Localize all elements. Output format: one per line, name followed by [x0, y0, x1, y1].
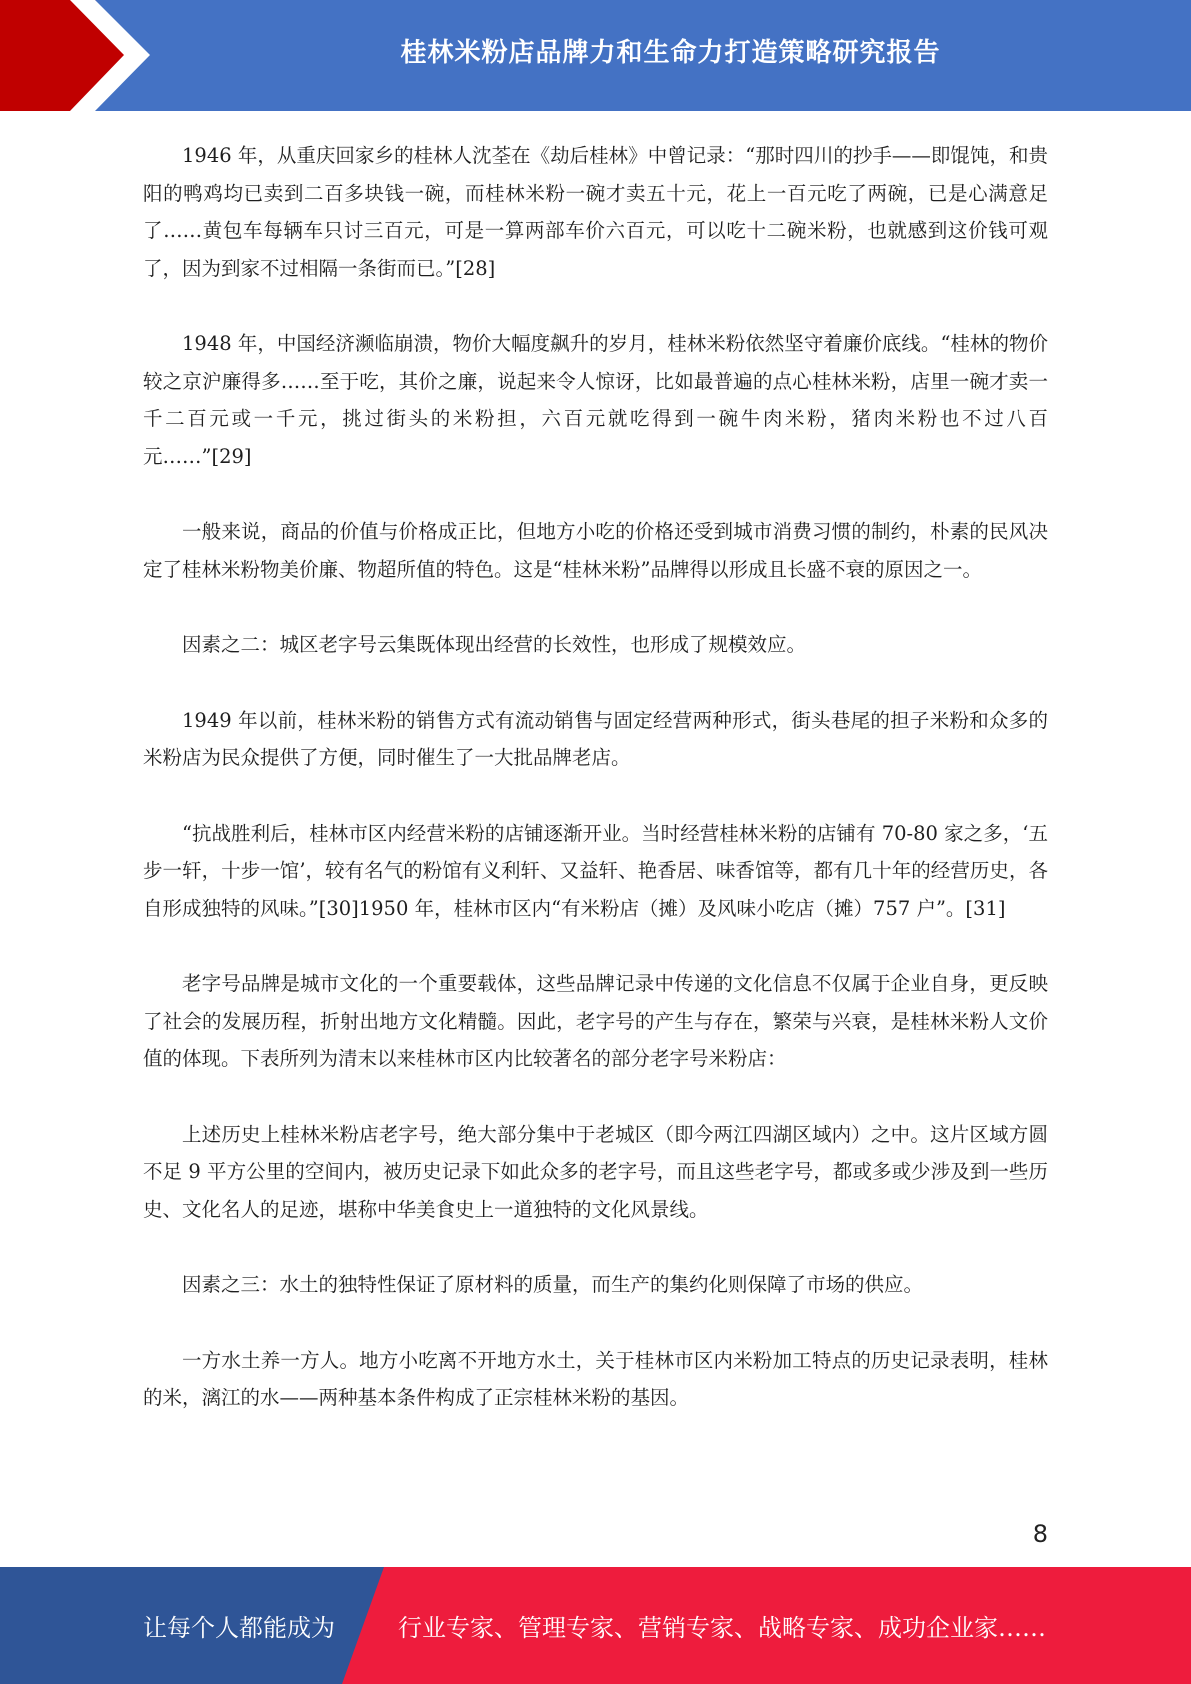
- paragraph: 因素之二：城区老字号云集既体现出经营的长效性，也形成了规模效应。: [182, 633, 807, 656]
- page-header: [0, 0, 1191, 111]
- paragraph: 因素之三：水土的独特性保证了原材料的质量，而生产的集约化则保障了市场的供应。: [182, 1273, 924, 1296]
- header-red-block: [0, 0, 140, 111]
- document-title: 桂林米粉店品牌力和生命力打造策略研究报告: [400, 37, 941, 68]
- paragraph: 1949 年以前，桂林米粉的销售方式有流动销售与固定经营两种形式，街头巷尾的担子米粉和众多的米粉店为民众提供了方便，同时催生了一大批品牌老店。: [143, 708, 1048, 769]
- paragraph: 一般来说，商品的价值与价格成正比，但地方小吃的价格还受到城市消费习惯的制约，朴素的民风决定了桂林米粉物美价廉、物超所值的特色。这是“桂林米粉”品牌得以形成且长盛不衰的原因之一。: [143, 520, 1048, 581]
- footer-slogan-text: 行业专家、管理专家、营销专家、战略专家、成功企业家……: [398, 1614, 1046, 1642]
- paragraph: 老字号品牌是城市文化的一个重要载体，这些品牌记录中传递的文化信息不仅属于企业自身，更反映了社会的发展历程，折射出地方文化精髓。因此，老字号的产生与存在，繁荣与兴衰，是桂林米粉人文价值的体现。下表所列为清末以来桂林市区内比较著名的部分老字号米粉店：: [143, 972, 1048, 1070]
- paragraph: 1948 年，中国经济濒临崩溃，物价大幅度飙升的岁月，桂林米粉依然坚守着廉价底线。“桂林的物价较之京沪廉得多……至于吃，其价之廉，说起来令人惊讶，比如最普遍的点心桂林米粉，店里一碗才卖一千二百元或一千元，挑过街头的米粉担，六百元就吃得到一碗牛肉米粉，猪肉米粉也不过八百元……”[29]: [143, 332, 1048, 468]
- paragraph: 上述历史上桂林米粉店老字号，绝大部分集中于老城区（即今两江四湖区域内）之中。这片区域方圆不足 9 平方公里的空间内，被历史记录下如此众多的老字号，而且这些老字号，都或多或少涉及到一些历史、文化名人的足迹，堪称中华美食史上一道独特的文化风景线。: [143, 1122, 1048, 1221]
- paragraph: 一方水土养一方人。地方小吃离不开地方水土，关于桂林市区内米粉加工特点的历史记录表明，桂林的米，漓江的水——两种基本条件构成了正宗桂林米粉的基因。: [143, 1348, 1048, 1409]
- paragraph: 1946 年，从重庆回家乡的桂林人沈荃在《劫后桂林》中曾记录：“那时四川的抄手——即馄饨，和贵阳的鸭鸡均已卖到二百多块钱一碗，而桂林米粉一碗才卖五十元，花上一百元吃了两碗，已是心满意足了……黄包车每辆车只讨三百元，可是一算两部车价六百元，可以吃十二碗米粉，也就感到这价钱可观了，因为到家不过相隔一条街而已。”[28]: [143, 144, 1048, 280]
- body-text: [143, 137, 1048, 1417]
- page-footer: [0, 1567, 1191, 1684]
- chevron-arrow-icon: [0, 0, 160, 111]
- paragraph: “抗战胜利后，桂林市区内经营米粉的店铺逐渐开业。当时经营桂林米粉的店铺有 70-80 家之多，‘五步一轩，十步一馆’，较有名气的粉馆有义利轩、又益轩、艳香居、味香馆等，都有几十年的经营历史，各自形成独特的风味。”[30]1950 年，桂林市区内“有米粉店（摊）及风味小吃店（摊）757 户”。[31]: [143, 821, 1048, 920]
- footer-lead-text: 让每个人都能成为: [143, 1614, 335, 1642]
- page-number: 8: [1032, 1520, 1048, 1548]
